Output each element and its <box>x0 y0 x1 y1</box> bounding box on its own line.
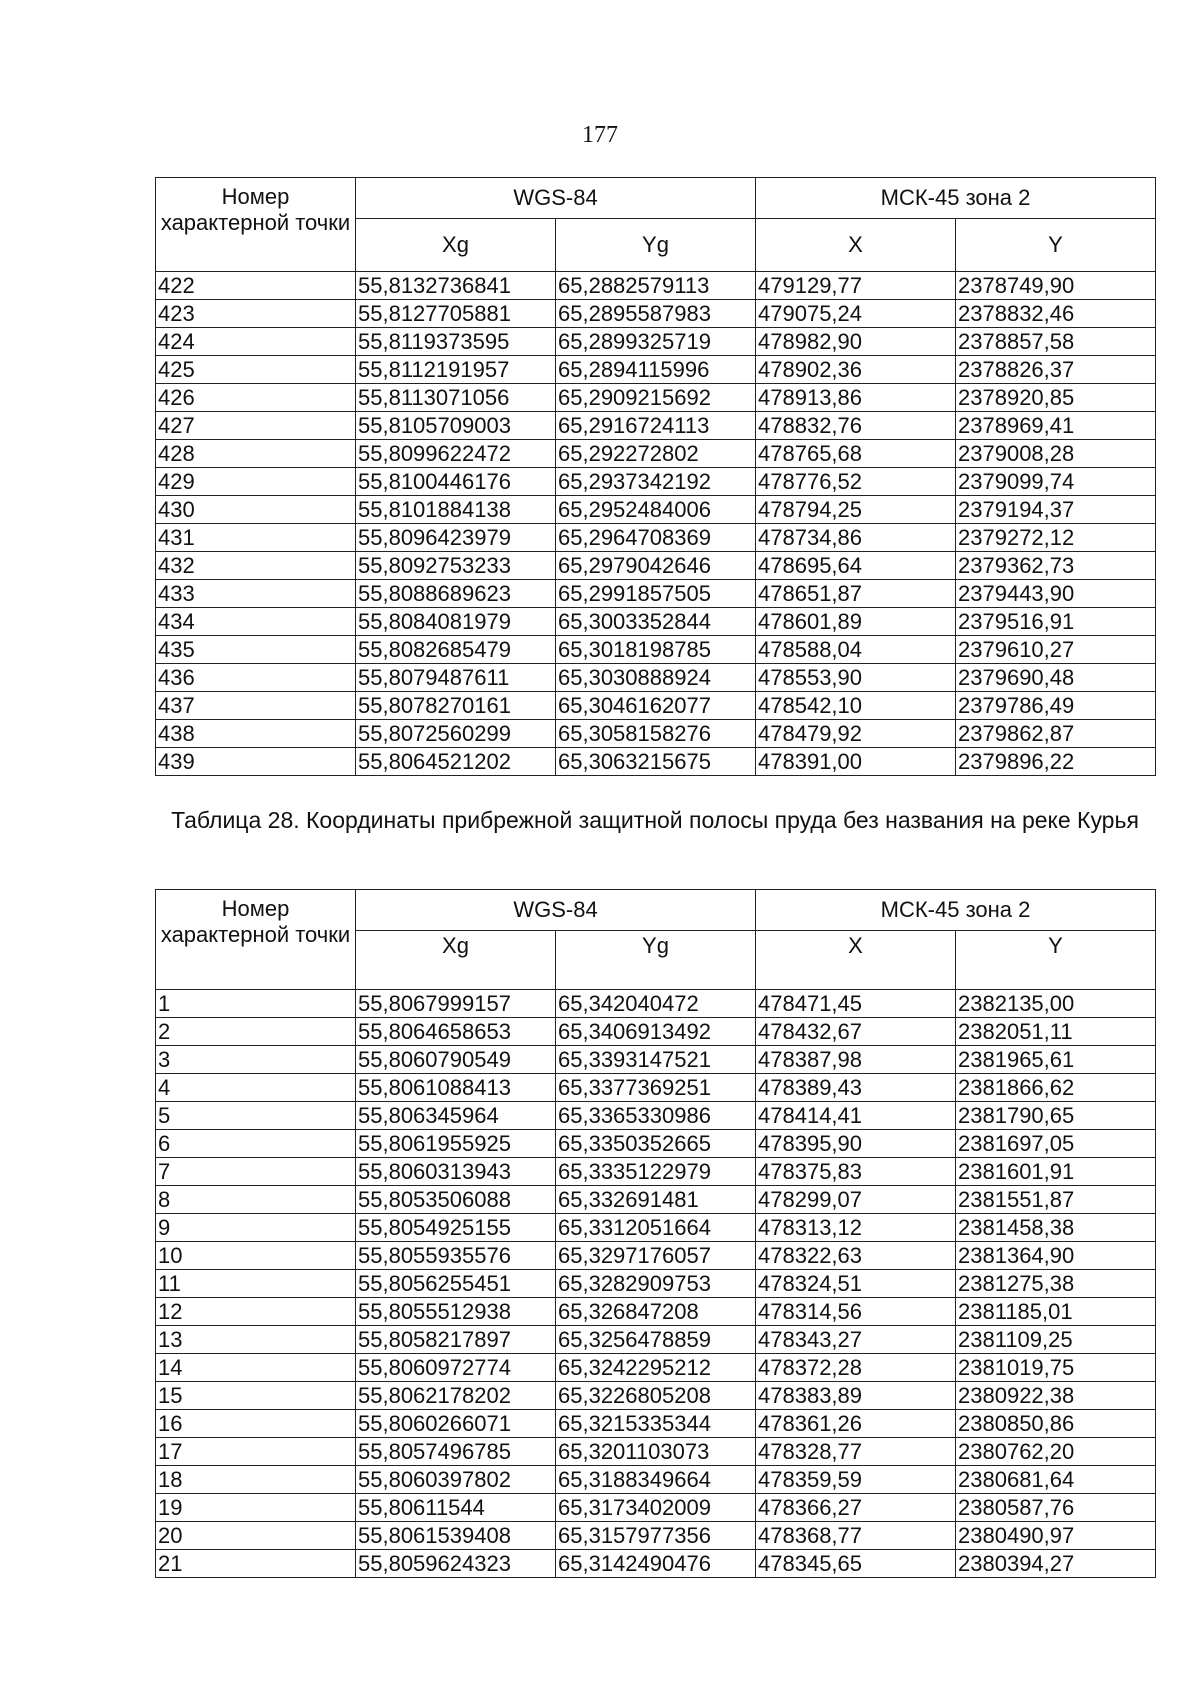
point-number-cell: 1 <box>156 990 356 1018</box>
yg-cell: 65,3215335344 <box>556 1410 756 1438</box>
table-row <box>156 1494 1156 1522</box>
x-cell: 478471,45 <box>756 990 956 1018</box>
table-row <box>156 468 1156 496</box>
point-number-cell: 10 <box>156 1242 356 1270</box>
x-cell: 478372,28 <box>756 1354 956 1382</box>
xg-cell: 55,8100446176 <box>356 468 556 496</box>
yg-cell: 65,3018198785 <box>556 636 756 664</box>
xg-cell: 55,8088689623 <box>356 580 556 608</box>
y-cell: 2378826,37 <box>956 356 1156 384</box>
x-cell: 479075,24 <box>756 300 956 328</box>
table-row <box>156 1242 1156 1270</box>
yg-cell: 65,3003352844 <box>556 608 756 636</box>
table-row <box>156 300 1156 328</box>
point-number-cell: 425 <box>156 356 356 384</box>
y-cell: 2379862,87 <box>956 720 1156 748</box>
y-cell: 2379008,28 <box>956 440 1156 468</box>
x-cell: 478651,87 <box>756 580 956 608</box>
table-row <box>156 440 1156 468</box>
y-cell: 2381697,05 <box>956 1130 1156 1158</box>
table-row <box>156 524 1156 552</box>
yg-cell: 65,3335122979 <box>556 1158 756 1186</box>
y-cell: 2381551,87 <box>956 1186 1156 1214</box>
x-cell: 478776,52 <box>756 468 956 496</box>
yg-header: Yg <box>556 219 756 272</box>
x-cell: 478395,90 <box>756 1130 956 1158</box>
table-row <box>156 552 1156 580</box>
y-cell: 2379896,22 <box>956 748 1156 776</box>
y-cell: 2380394,27 <box>956 1550 1156 1578</box>
yg-cell: 65,3226805208 <box>556 1382 756 1410</box>
xg-cell: 55,8078270161 <box>356 692 556 720</box>
msk45-header: МСК-45 зона 2 <box>756 178 1156 219</box>
y-cell: 2380762,20 <box>956 1438 1156 1466</box>
yg-cell: 65,3297176057 <box>556 1242 756 1270</box>
x-cell: 478479,92 <box>756 720 956 748</box>
point-number-cell: 427 <box>156 412 356 440</box>
x-cell: 478387,98 <box>756 1046 956 1074</box>
point-number-cell: 3 <box>156 1046 356 1074</box>
y-cell: 2381185,01 <box>956 1298 1156 1326</box>
x-cell: 478794,25 <box>756 496 956 524</box>
y-cell: 2381109,25 <box>956 1326 1156 1354</box>
xg-cell: 55,8055935576 <box>356 1242 556 1270</box>
table-row <box>156 1522 1156 1550</box>
yg-cell: 65,3030888924 <box>556 664 756 692</box>
table-row <box>156 1186 1156 1214</box>
table-row <box>156 1074 1156 1102</box>
yg-cell: 65,3046162077 <box>556 692 756 720</box>
point-number-cell: 14 <box>156 1354 356 1382</box>
table-row <box>156 1270 1156 1298</box>
x-cell: 478359,59 <box>756 1466 956 1494</box>
x-cell: 478375,83 <box>756 1158 956 1186</box>
yg-cell: 65,3350352665 <box>556 1130 756 1158</box>
point-number-cell: 15 <box>156 1382 356 1410</box>
y-cell: 2381019,75 <box>956 1354 1156 1382</box>
xg-cell: 55,8059624323 <box>356 1550 556 1578</box>
xg-cell: 55,8061088413 <box>356 1074 556 1102</box>
point-number-cell: 13 <box>156 1326 356 1354</box>
xg-cell: 55,8096423979 <box>356 524 556 552</box>
yg-cell: 65,3406913492 <box>556 1018 756 1046</box>
xg-cell: 55,8062178202 <box>356 1382 556 1410</box>
y-cell: 2378749,90 <box>956 272 1156 300</box>
wgs84-header: WGS-84 <box>356 890 756 931</box>
yg-cell: 65,2882579113 <box>556 272 756 300</box>
table-row <box>156 664 1156 692</box>
table-row <box>156 1102 1156 1130</box>
yg-cell: 65,3393147521 <box>556 1046 756 1074</box>
point-number-cell: 21 <box>156 1550 356 1578</box>
x-cell: 478324,51 <box>756 1270 956 1298</box>
point-number-cell: 431 <box>156 524 356 552</box>
xg-cell: 55,8072560299 <box>356 720 556 748</box>
y-cell: 2379194,37 <box>956 496 1156 524</box>
x-cell: 478432,67 <box>756 1018 956 1046</box>
y-cell: 2379443,90 <box>956 580 1156 608</box>
table-row <box>156 1550 1156 1578</box>
yg-cell: 65,326847208 <box>556 1298 756 1326</box>
table-row <box>156 1018 1156 1046</box>
xg-cell: 55,806345964 <box>356 1102 556 1130</box>
point-number-cell: 7 <box>156 1158 356 1186</box>
coordinates-table-2 <box>155 889 1156 1578</box>
yg-cell: 65,2894115996 <box>556 356 756 384</box>
x-header: X <box>756 219 956 272</box>
xg-header: Xg <box>356 219 556 272</box>
yg-cell: 65,3188349664 <box>556 1466 756 1494</box>
xg-cell: 55,8060790549 <box>356 1046 556 1074</box>
x-cell: 478695,64 <box>756 552 956 580</box>
point-number-cell: 18 <box>156 1466 356 1494</box>
table-caption: Таблица 28. Координаты прибрежной защитной полосы пруда без названия на реке Курья <box>171 807 1139 833</box>
yg-cell: 65,2895587983 <box>556 300 756 328</box>
y-cell: 2382051,11 <box>956 1018 1156 1046</box>
yg-cell: 65,2909215692 <box>556 384 756 412</box>
table-row <box>156 692 1156 720</box>
table-row <box>156 1466 1156 1494</box>
x-cell: 478361,26 <box>756 1410 956 1438</box>
point-number-cell: 2 <box>156 1018 356 1046</box>
y-cell: 2379786,49 <box>956 692 1156 720</box>
y-cell: 2381965,61 <box>956 1046 1156 1074</box>
x-cell: 479129,77 <box>756 272 956 300</box>
yg-cell: 65,3242295212 <box>556 1354 756 1382</box>
yg-cell: 65,292272802 <box>556 440 756 468</box>
table-row <box>156 608 1156 636</box>
xg-cell: 55,8058217897 <box>356 1326 556 1354</box>
xg-cell: 55,8082685479 <box>356 636 556 664</box>
wgs84-header: WGS-84 <box>356 178 756 219</box>
yg-cell: 65,2937342192 <box>556 468 756 496</box>
yg-cell: 65,342040472 <box>556 990 756 1018</box>
table-row <box>156 384 1156 412</box>
point-number-cell: 436 <box>156 664 356 692</box>
yg-cell: 65,2964708369 <box>556 524 756 552</box>
x-cell: 478391,00 <box>756 748 956 776</box>
y-cell: 2379272,12 <box>956 524 1156 552</box>
table-row <box>156 328 1156 356</box>
x-cell: 478368,77 <box>756 1522 956 1550</box>
x-cell: 478832,76 <box>756 412 956 440</box>
x-cell: 478328,77 <box>756 1438 956 1466</box>
point-number-cell: 20 <box>156 1522 356 1550</box>
x-cell: 478553,90 <box>756 664 956 692</box>
y-cell: 2381364,90 <box>956 1242 1156 1270</box>
table-row <box>156 1410 1156 1438</box>
yg-cell: 65,3256478859 <box>556 1326 756 1354</box>
y-cell: 2381275,38 <box>956 1270 1156 1298</box>
xg-cell: 55,8057496785 <box>356 1438 556 1466</box>
xg-cell: 55,8084081979 <box>356 608 556 636</box>
table-row <box>156 1354 1156 1382</box>
y-cell: 2381790,65 <box>956 1102 1156 1130</box>
x-cell: 478913,86 <box>756 384 956 412</box>
point-number-cell: 426 <box>156 384 356 412</box>
point-number-cell: 4 <box>156 1074 356 1102</box>
point-number-cell: 439 <box>156 748 356 776</box>
yg-cell: 65,3058158276 <box>556 720 756 748</box>
table-row <box>156 1130 1156 1158</box>
x-cell: 478389,43 <box>756 1074 956 1102</box>
x-cell: 478588,04 <box>756 636 956 664</box>
table-row <box>156 748 1156 776</box>
y-cell: 2379610,27 <box>956 636 1156 664</box>
point-number-cell: 430 <box>156 496 356 524</box>
point-number-cell: 434 <box>156 608 356 636</box>
xg-cell: 55,8060972774 <box>356 1354 556 1382</box>
x-cell: 478299,07 <box>756 1186 956 1214</box>
yg-cell: 65,2991857505 <box>556 580 756 608</box>
yg-cell: 65,3201103073 <box>556 1438 756 1466</box>
yg-cell: 65,2979042646 <box>556 552 756 580</box>
yg-cell: 65,3063215675 <box>556 748 756 776</box>
point-number-cell: 433 <box>156 580 356 608</box>
x-cell: 478322,63 <box>756 1242 956 1270</box>
y-cell: 2382135,00 <box>956 990 1156 1018</box>
x-cell: 478982,90 <box>756 328 956 356</box>
xg-cell: 55,8060313943 <box>356 1158 556 1186</box>
table-row <box>156 636 1156 664</box>
table-row <box>156 1214 1156 1242</box>
point-number-cell: 435 <box>156 636 356 664</box>
x-cell: 478765,68 <box>756 440 956 468</box>
xg-cell: 55,8132736841 <box>356 272 556 300</box>
yg-header: Yg <box>556 931 756 990</box>
x-cell: 478345,65 <box>756 1550 956 1578</box>
table-row <box>156 1438 1156 1466</box>
x-cell: 478313,12 <box>756 1214 956 1242</box>
xg-cell: 55,8079487611 <box>356 664 556 692</box>
yg-cell: 65,3365330986 <box>556 1102 756 1130</box>
x-cell: 478902,36 <box>756 356 956 384</box>
point-number-header: Номер характерной точки <box>156 890 356 990</box>
y-cell: 2380490,97 <box>956 1522 1156 1550</box>
point-number-cell: 17 <box>156 1438 356 1466</box>
y-cell: 2379516,91 <box>956 608 1156 636</box>
table-row <box>156 1298 1156 1326</box>
yg-cell: 65,3377369251 <box>556 1074 756 1102</box>
xg-cell: 55,8054925155 <box>356 1214 556 1242</box>
y-cell: 2378920,85 <box>956 384 1156 412</box>
point-number-cell: 9 <box>156 1214 356 1242</box>
xg-cell: 55,8119373595 <box>356 328 556 356</box>
x-cell: 478366,27 <box>756 1494 956 1522</box>
x-header: X <box>756 931 956 990</box>
point-number-cell: 5 <box>156 1102 356 1130</box>
xg-cell: 55,8060397802 <box>356 1466 556 1494</box>
table-row <box>156 1158 1156 1186</box>
point-number-cell: 429 <box>156 468 356 496</box>
table-row <box>156 496 1156 524</box>
msk45-header: МСК-45 зона 2 <box>756 890 1156 931</box>
table-row <box>156 412 1156 440</box>
x-cell: 478383,89 <box>756 1382 956 1410</box>
y-cell: 2381601,91 <box>956 1158 1156 1186</box>
x-cell: 478414,41 <box>756 1102 956 1130</box>
xg-cell: 55,8053506088 <box>356 1186 556 1214</box>
yg-cell: 65,3173402009 <box>556 1494 756 1522</box>
point-number-cell: 428 <box>156 440 356 468</box>
xg-cell: 55,8055512938 <box>356 1298 556 1326</box>
x-cell: 478734,86 <box>756 524 956 552</box>
xg-cell: 55,8056255451 <box>356 1270 556 1298</box>
point-number-cell: 438 <box>156 720 356 748</box>
xg-cell: 55,8060266071 <box>356 1410 556 1438</box>
x-cell: 478542,10 <box>756 692 956 720</box>
y-cell: 2379690,48 <box>956 664 1156 692</box>
xg-cell: 55,8067999157 <box>356 990 556 1018</box>
coordinates-table-1 <box>155 177 1156 776</box>
y-cell: 2379362,73 <box>956 552 1156 580</box>
table-row <box>156 1326 1156 1354</box>
x-cell: 478601,89 <box>756 608 956 636</box>
point-number-cell: 12 <box>156 1298 356 1326</box>
yg-cell: 65,2899325719 <box>556 328 756 356</box>
yg-cell: 65,3282909753 <box>556 1270 756 1298</box>
xg-cell: 55,8092753233 <box>356 552 556 580</box>
x-cell: 478314,56 <box>756 1298 956 1326</box>
xg-cell: 55,8127705881 <box>356 300 556 328</box>
yg-cell: 65,3157977356 <box>556 1522 756 1550</box>
point-number-cell: 16 <box>156 1410 356 1438</box>
y-cell: 2378857,58 <box>956 328 1156 356</box>
y-cell: 2378969,41 <box>956 412 1156 440</box>
table-row <box>156 720 1156 748</box>
xg-cell: 55,8064658653 <box>356 1018 556 1046</box>
xg-header: Xg <box>356 931 556 990</box>
point-number-cell: 19 <box>156 1494 356 1522</box>
xg-cell: 55,8061955925 <box>356 1130 556 1158</box>
point-number-cell: 432 <box>156 552 356 580</box>
xg-cell: 55,8099622472 <box>356 440 556 468</box>
xg-cell: 55,8061539408 <box>356 1522 556 1550</box>
point-number-cell: 422 <box>156 272 356 300</box>
y-cell: 2381458,38 <box>956 1214 1156 1242</box>
table-row <box>156 580 1156 608</box>
yg-cell: 65,3312051664 <box>556 1214 756 1242</box>
table-row <box>156 990 1156 1018</box>
xg-cell: 55,8113071056 <box>356 384 556 412</box>
yg-cell: 65,2916724113 <box>556 412 756 440</box>
y-cell: 2380681,64 <box>956 1466 1156 1494</box>
xg-cell: 55,8112191957 <box>356 356 556 384</box>
y-header: Y <box>956 931 1156 990</box>
table-row <box>156 1046 1156 1074</box>
y-cell: 2380850,86 <box>956 1410 1156 1438</box>
point-number-cell: 423 <box>156 300 356 328</box>
y-cell: 2379099,74 <box>956 468 1156 496</box>
table-row <box>156 356 1156 384</box>
y-cell: 2380922,38 <box>956 1382 1156 1410</box>
table-row <box>156 1382 1156 1410</box>
x-cell: 478343,27 <box>756 1326 956 1354</box>
point-number-cell: 8 <box>156 1186 356 1214</box>
y-cell: 2380587,76 <box>956 1494 1156 1522</box>
point-number-cell: 11 <box>156 1270 356 1298</box>
yg-cell: 65,3142490476 <box>556 1550 756 1578</box>
y-cell: 2381866,62 <box>956 1074 1156 1102</box>
yg-cell: 65,2952484006 <box>556 496 756 524</box>
point-number-cell: 6 <box>156 1130 356 1158</box>
page-number: 177 <box>582 122 618 148</box>
yg-cell: 65,332691481 <box>556 1186 756 1214</box>
point-number-cell: 437 <box>156 692 356 720</box>
xg-cell: 55,8105709003 <box>356 412 556 440</box>
xg-cell: 55,8064521202 <box>356 748 556 776</box>
xg-cell: 55,8101884138 <box>356 496 556 524</box>
y-header: Y <box>956 219 1156 272</box>
xg-cell: 55,80611544 <box>356 1494 556 1522</box>
point-number-cell: 424 <box>156 328 356 356</box>
point-number-header: Номер характерной точки <box>156 178 356 272</box>
y-cell: 2378832,46 <box>956 300 1156 328</box>
table-row <box>156 272 1156 300</box>
